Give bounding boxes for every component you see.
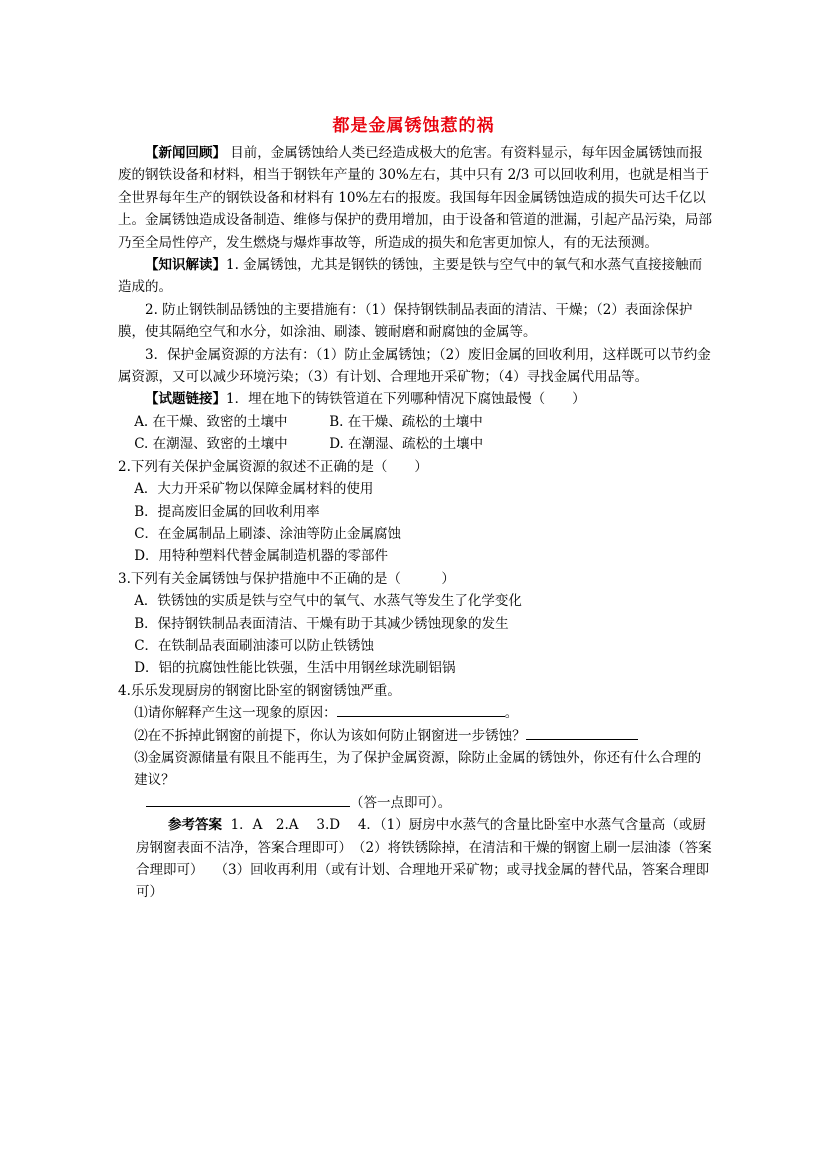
q4-part-2-text: ⑵在不拆掉此钢窗的前提下，你认为该如何防止钢窗进一步锈蚀？ bbox=[134, 727, 526, 744]
knowledge-item-3: 3．保护金属资源的方法有：（1）防止金属锈蚀；（2）废旧金属的回收利用，这样既可以节约金属资源，又可以减少环境污染；（3）有计划、合理地开采矿物；（4）寻找金属代用品等。 bbox=[118, 346, 711, 386]
q4-part-3-answer-line bbox=[118, 792, 713, 814]
q3-option-a: A．铁锈蚀的实质是铁与空气中的氧气、水蒸气等发生了化学变化 bbox=[134, 593, 522, 610]
q4-part-1-end: 。 bbox=[504, 705, 519, 722]
q3-option-c: C．在铁制品表面刷油漆可以防止铁锈蚀 bbox=[134, 637, 375, 654]
answer-key-label: 参考答案 bbox=[168, 817, 222, 834]
knowledge-item-2: 2. 防止钢铁制品锈蚀的主要措施有：（1）保持钢铁制品表面的清洁、干燥；（2）表面涂保护膜，使其隔绝空气和水分，如涂油、刷漆、镀耐磨和耐腐蚀的金属等。 bbox=[118, 301, 693, 341]
q4-part-1-text: ⑴请你解释产生这一现象的原因： bbox=[134, 705, 337, 722]
answer-key-text: 1．A 2.A 3.D 4．（1）厨房中水蒸气的含量比卧室中水蒸气含量高（或厨房钢窗表面不洁净，答案合理即可） （2）将铁锈除掉，在清洁和干燥的钢窗上刷一层油漆（答案合理即可） （3）回收再利用（或有计划、合理地开采矿物；或寻找金属的替代品，答案合理即可） bbox=[136, 817, 712, 901]
question-1-options-row-2 bbox=[118, 433, 713, 455]
page-title: 都是金属锈蚀惹的祸 bbox=[332, 116, 495, 136]
knowledge-item-1-text: 1. 金属锈蚀，尤其是钢铁的锈蚀，主要是铁与空气中的氧气和水蒸气直接接触而造成的。 bbox=[118, 257, 703, 296]
q4-part-1 bbox=[118, 702, 713, 724]
answer-blank-3[interactable] bbox=[146, 792, 350, 807]
document-body bbox=[118, 142, 713, 904]
knowledge-tag: 【知识解读】 bbox=[145, 257, 226, 274]
question-1-text: 1．埋在地下的铸铁管道在下列哪种情况下腐蚀最慢（ ） bbox=[226, 391, 586, 408]
answer-key bbox=[118, 814, 713, 904]
news-text: 目前，金属锈蚀给人类已经造成极大的危害。有资料显示，每年因金属锈蚀而报废的钢铁设备和材料，相当于钢铁年产量的 30%左右，其中只有 2/3 可以回收利用，也就是相当于全世界每年生产的钢铁设备和材料有 10%左右的报废。我国每年因金属锈蚀造成的损失可达千亿以上。金属锈蚀造成设备制造、维修与保护的费用增加，由于设备和管道的泄漏，引起产品污染，局部乃至全局性停产，发生燃烧与爆炸事故等，所造成的损失和危害更加惊人，有的无法预测。 bbox=[118, 145, 712, 251]
q3-option-d: D．铝的抗腐蚀性能比铁强，生活中用钢丝球洗刷铝锅 bbox=[134, 660, 456, 677]
knowledge-item-1 bbox=[118, 254, 713, 299]
q2-option-a: A．大力开采矿物以保障金属材料的使用 bbox=[134, 481, 374, 498]
question-1-stem bbox=[118, 388, 713, 410]
q1-option-b: B. 在干燥、疏松的土壤中 bbox=[329, 413, 483, 430]
question-4-stem: 4.乐乐发现厨房的钢窗比卧室的钢窗锈蚀严重。 bbox=[118, 682, 401, 699]
q1-option-d: D. 在潮湿、疏松的土壤中 bbox=[329, 436, 484, 453]
answer-blank-2[interactable] bbox=[526, 725, 638, 740]
question-2-stem: 2.下列有关保护金属资源的叙述不正确的是（ ） bbox=[118, 458, 428, 475]
q4-part-3-tail: （答一点即可）。 bbox=[350, 794, 452, 811]
q4-part-3: ⑶金属资源储量有限且不能再生，为了保护金属资源，除防止金属的锈蚀外，你还有什么合理的建议？ bbox=[134, 749, 702, 789]
q2-option-d: D．用特种塑料代替金属制造机器的零部件 bbox=[134, 548, 389, 565]
news-paragraph bbox=[118, 142, 713, 254]
q1-option-c: C. 在潮湿、致密的土壤中 bbox=[134, 436, 288, 453]
test-tag: 【试题链接】 bbox=[145, 391, 226, 408]
question-1-options-row-1 bbox=[118, 411, 713, 433]
question-3-stem: 3.下列有关金属锈蚀与保护措施中不正确的是（ ） bbox=[118, 570, 455, 587]
news-tag: 【新闻回顾】 bbox=[145, 145, 226, 161]
q4-part-2 bbox=[118, 725, 713, 747]
q3-option-b: B．保持钢铁制品表面清洁、干燥有助于其减少锈蚀现象的发生 bbox=[134, 615, 509, 632]
q1-option-a: A. 在干燥、致密的土壤中 bbox=[134, 413, 288, 430]
answer-blank-1[interactable] bbox=[337, 702, 505, 717]
q2-option-c: C．在金属制品上刷漆、涂油等防止金属腐蚀 bbox=[134, 525, 402, 542]
q2-option-b: B．提高废旧金属的回收利用率 bbox=[134, 503, 320, 520]
